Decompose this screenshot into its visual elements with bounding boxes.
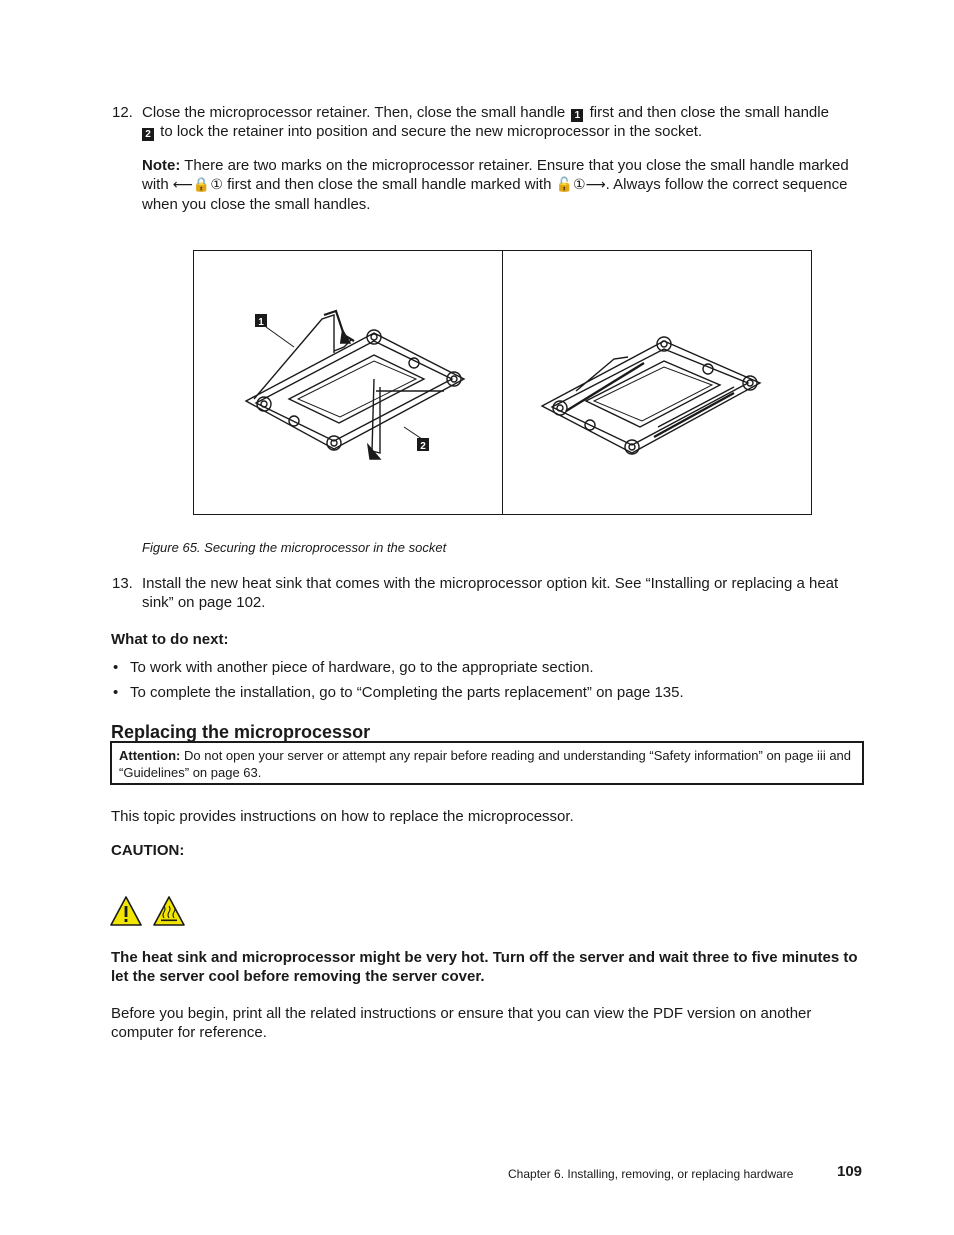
warning-icon [111,897,141,925]
note: Note: There are two marks on the microprocessor retainer. Ensure that you close the small handle marked with ⟵🔒① first and then close the small handle marked with 🔓①⟶. Always follow the correct sequence when you close the small handles. [142,157,849,213]
step-number: 13. [112,575,133,592]
list-item: To complete the installation, go to “Completing the parts replacement” on page 135. [130,684,684,701]
intro-paragraph: This topic provides instructions on how to replace the microprocessor. [111,808,574,825]
bullet-marker: • [113,659,119,676]
figure-divider [502,251,503,514]
next-heading: What to do next: [111,631,229,648]
socket-closed-drawing [542,337,760,454]
caution-text: The heat sink and microprocessor might be very hot. Turn off the server and wait three to five minutes to let the server cool before removing the server cover. [111,949,858,985]
callout-2-label: 2 [420,441,426,452]
figure-caption: Figure 65. Securing the microprocessor in the socket [142,540,447,555]
callout-badge-1: 1 [571,109,583,122]
step-number: 12. [112,104,133,121]
footer-chapter: Chapter 6. Installing, removing, or replacing hardware [508,1167,794,1181]
caution-label: CAUTION: [111,842,185,859]
before-paragraph: Before you begin, print all the related instructions or ensure that you can view the PDF version on another computer for reference. [111,1005,812,1041]
hot-surface-icon [154,897,184,925]
attention-box [110,741,864,785]
figure-microprocessor-socket [193,250,812,515]
step-text: Install the new heat sink that comes with the microprocessor option kit. See “Installing or replacing a heat sink” on page 102. [142,575,839,611]
list-item: To work with another piece of hardware, go to the appropriate section. [130,659,594,676]
note-label: Note: [142,157,181,174]
unlock-mark-icon: 🔓①⟶ [555,177,606,193]
attention-text: Do not open your server or attempt any repair before reading and understanding “Safety information” on page iii and “Guidelines” on page 63. [119,748,852,780]
step-text: Close the microprocessor retainer. Then, close the small handle 1 first and then close the small handle 2 to lock the retainer into position and secure the new microprocessor in the socket. [142,104,829,140]
caution-icons [110,895,190,929]
bullet-marker: • [113,684,119,701]
callout-badge-2: 2 [142,128,154,141]
section-title: Replacing the microprocessor [111,722,371,742]
callout-1-label: 1 [258,317,264,328]
attention-label: Attention: [119,748,181,763]
socket-open-drawing [246,311,464,459]
lock-mark-icon: ⟵🔒① [172,177,223,193]
page-number: 109 [837,1163,863,1180]
